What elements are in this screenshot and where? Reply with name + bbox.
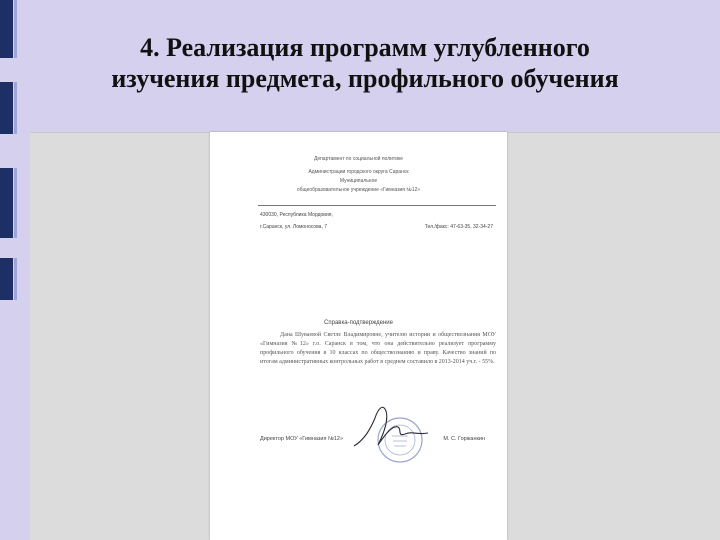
slide-title-line-2: изучения предмета, профильного обучения	[111, 64, 619, 93]
header-divider	[258, 205, 496, 206]
letter-header-line: Администрации городского округа Саранск	[308, 169, 409, 175]
letter-address-line: 430030, Республика Мордовия,	[260, 212, 333, 218]
accent-bar	[0, 168, 13, 238]
slide-title	[30, 32, 700, 94]
letter-header-line: общеобразовательное учреждение «Гимназия №12»	[296, 187, 421, 193]
scanned-letter	[210, 132, 507, 540]
letter-header-line: Департамент по социальной политике	[313, 156, 404, 162]
accent-bar	[0, 258, 13, 300]
letter-body: Дана Шуваевой Светле Владимировне, учителю истории и обществознания МОУ «Гимназия №12» г.о. Саранск в том, что она действительно реализует программу профильного обучения в 10 классах по обществознанию и праву. Качество знаний по итогам административных контрольных работ в среднем составило в 2013-2014 уч.г. - 55%.	[260, 332, 496, 365]
letter-signatory: М. С. Горжанкин	[443, 436, 485, 442]
slide-title-line-1: 4. Реализация программ углубленного	[140, 33, 590, 62]
accent-bar	[0, 82, 13, 134]
letter-signature-title: Директор МОУ «Гимназия №12»	[260, 436, 344, 442]
letter-address-line: г.Саранск, ул. Ломоносова, 7	[260, 224, 328, 230]
letter-heading: Справка-подтверждение	[324, 320, 393, 326]
stamp-icon	[348, 400, 438, 470]
letter-phone: Тел./факс: 47-63-35, 32-34-27	[424, 224, 493, 230]
accent-bar	[0, 0, 13, 58]
letter-header-line: Муниципальное	[339, 178, 378, 184]
